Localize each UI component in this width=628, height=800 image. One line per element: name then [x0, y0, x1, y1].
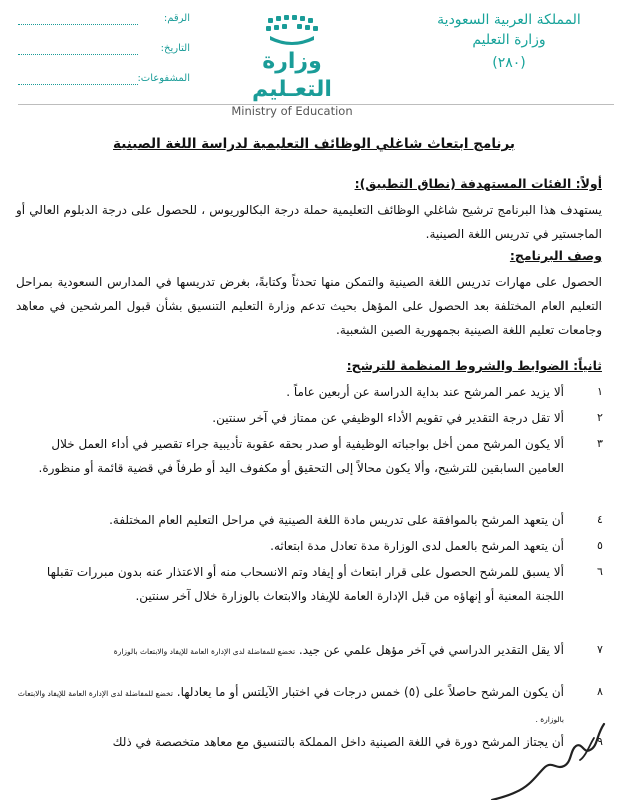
condition-number: ٣: [597, 437, 603, 450]
condition-text: ألا يقل التقدير الدراسي في آخر مؤهل علمي عن جيد.: [298, 643, 564, 657]
meta-attachments-label: المشفوعات:: [137, 73, 190, 84]
condition-text: أن يتعهد المرشح بالموافقة على تدريس مادة اللغة الصينية في مراحل التعليم العام المختلفة.: [109, 513, 564, 527]
ministry-logo: [222, 12, 362, 118]
section1-text: يستهدف هذا البرنامج ترشيح شاغلي الوظائف التعليمية حملة درجة البكالوريوس ، للحصول على درجة الدبلوم العالي أو الماجستير في تدريس اللغة الصينية.: [16, 203, 602, 241]
logo-english-text: Ministry of Education: [231, 104, 353, 118]
header-divider: [18, 104, 614, 105]
condition-text: ألا تقل درجة التقدير في تقويم الأداء الوظيفي عن ممتاز في آخر سنتين.: [212, 411, 564, 425]
logo-arabic-text: وزارة التعـليم: [252, 49, 332, 102]
section2-heading: ثانياً: الضوابط والشروط المنظمة للترشح:: [346, 358, 602, 373]
condition-number: ٧: [597, 643, 603, 656]
meta-attachments-line: [18, 72, 138, 85]
kingdom-name: المملكة العربية السعودية: [437, 12, 581, 28]
condition-item-2: [16, 406, 608, 430]
condition-number: ١: [597, 385, 603, 398]
description-text: الحصول على مهارات تدريس اللغة الصينية والتمكن منها تحدثاً وكتابةً، بغرض تدريسها في المدارس السعودية بمراحل التعليم العام المختلفة بعد الحصول على المؤهل بحيث تدعم وزارة التعليم التنسيق بشأن قبول المرشحين في معاهد وجامعات تعليم اللغة الصينية بجمهورية الصين الشعبية.: [16, 275, 602, 337]
header-kingdom-block: [414, 10, 604, 74]
condition-number: ٦: [597, 565, 603, 578]
description-heading: وصف البرنامج:: [509, 248, 602, 263]
condition-item-3: [16, 432, 608, 480]
condition-item-1: [16, 380, 608, 404]
condition-number: ٨: [597, 685, 603, 698]
condition-item-7: [16, 638, 608, 664]
condition-number: ٢: [597, 411, 603, 424]
condition-text-wrap: [16, 638, 564, 664]
meta-date-row: [14, 42, 190, 72]
condition-item-4: [16, 508, 608, 532]
condition-text: ألا يكون المرشح ممن أخل بواجباته الوظيفية أو صدر بحقه عقوبة تأديبية جراء تقصير في أداء العمل خلال العامين السابقين للترشيح، وألا يكون محالاً إلى التحقيق أو مكفوف اليد أو طرفاً في قضية قائمة أو منظورة.: [38, 437, 564, 475]
form-code: (٢٨٠): [492, 55, 526, 71]
condition-text: أن يتعهد المرشح بالعمل لدى الوزارة مدة تعادل مدة ابتعاثه.: [270, 539, 564, 553]
signature-icon: [486, 716, 614, 800]
header-meta-block: [14, 12, 190, 102]
condition-text: ألا يزيد عمر المرشح عند بداية الدراسة عن أربعين عاماً .: [286, 385, 564, 399]
ministry-name: وزارة التعليم: [472, 32, 546, 48]
meta-date-label: التاريخ:: [160, 43, 190, 54]
ministry-logo-icon: [262, 14, 322, 48]
condition-number: ٥: [597, 539, 603, 552]
meta-number-label: الرقم:: [163, 13, 190, 24]
section1-heading: أولاً: الفئات المستهدفة (نطاق التطبيق):: [354, 176, 602, 191]
condition-text-wrap: [16, 680, 564, 732]
condition-number: ٤: [597, 513, 603, 526]
meta-date-line: [18, 42, 138, 55]
condition-item-6: [16, 560, 608, 608]
meta-number-line: [18, 12, 138, 25]
document-title: برنامج ابتعاث شاغلي الوظائف التعليمية لدراسة اللغة الصينية: [113, 136, 515, 152]
meta-number-row: [14, 12, 190, 42]
condition-text: أن يجتاز المرشح دورة في اللغة الصينية داخل المملكة بالتنسيق مع معاهد متخصصة في ذلك: [112, 735, 564, 749]
condition-number: ٩: [597, 735, 603, 748]
condition-text: ألا يسبق للمرشح الحصول على قرار ابتعاث أو إيفاد وتم الانسحاب منه أو الاعتذار عنه بدون مبررات تقبلها اللجنة المعنية أو إنهاؤه من قبل الإدارة العامة للإيفاد والابتعاث بالوزارة خلال آخر سنتين.: [46, 565, 564, 603]
condition-item-5: [16, 534, 608, 558]
condition-note: تخضع للمفاضلة لدى الإدارة العامة للإيفاد والابتعاث بالوزارة .: [17, 689, 564, 724]
condition-note: تخضع للمفاضلة لدى الإدارة العامة للإيفاد والابتعاث بالوزارة: [113, 647, 296, 656]
condition-text: أن يكون المرشح حاصلاً على (٥) خمس درجات في اختبار الآيلتس أو ما يعادلها.: [176, 685, 564, 699]
meta-attachments-row: [14, 72, 190, 102]
